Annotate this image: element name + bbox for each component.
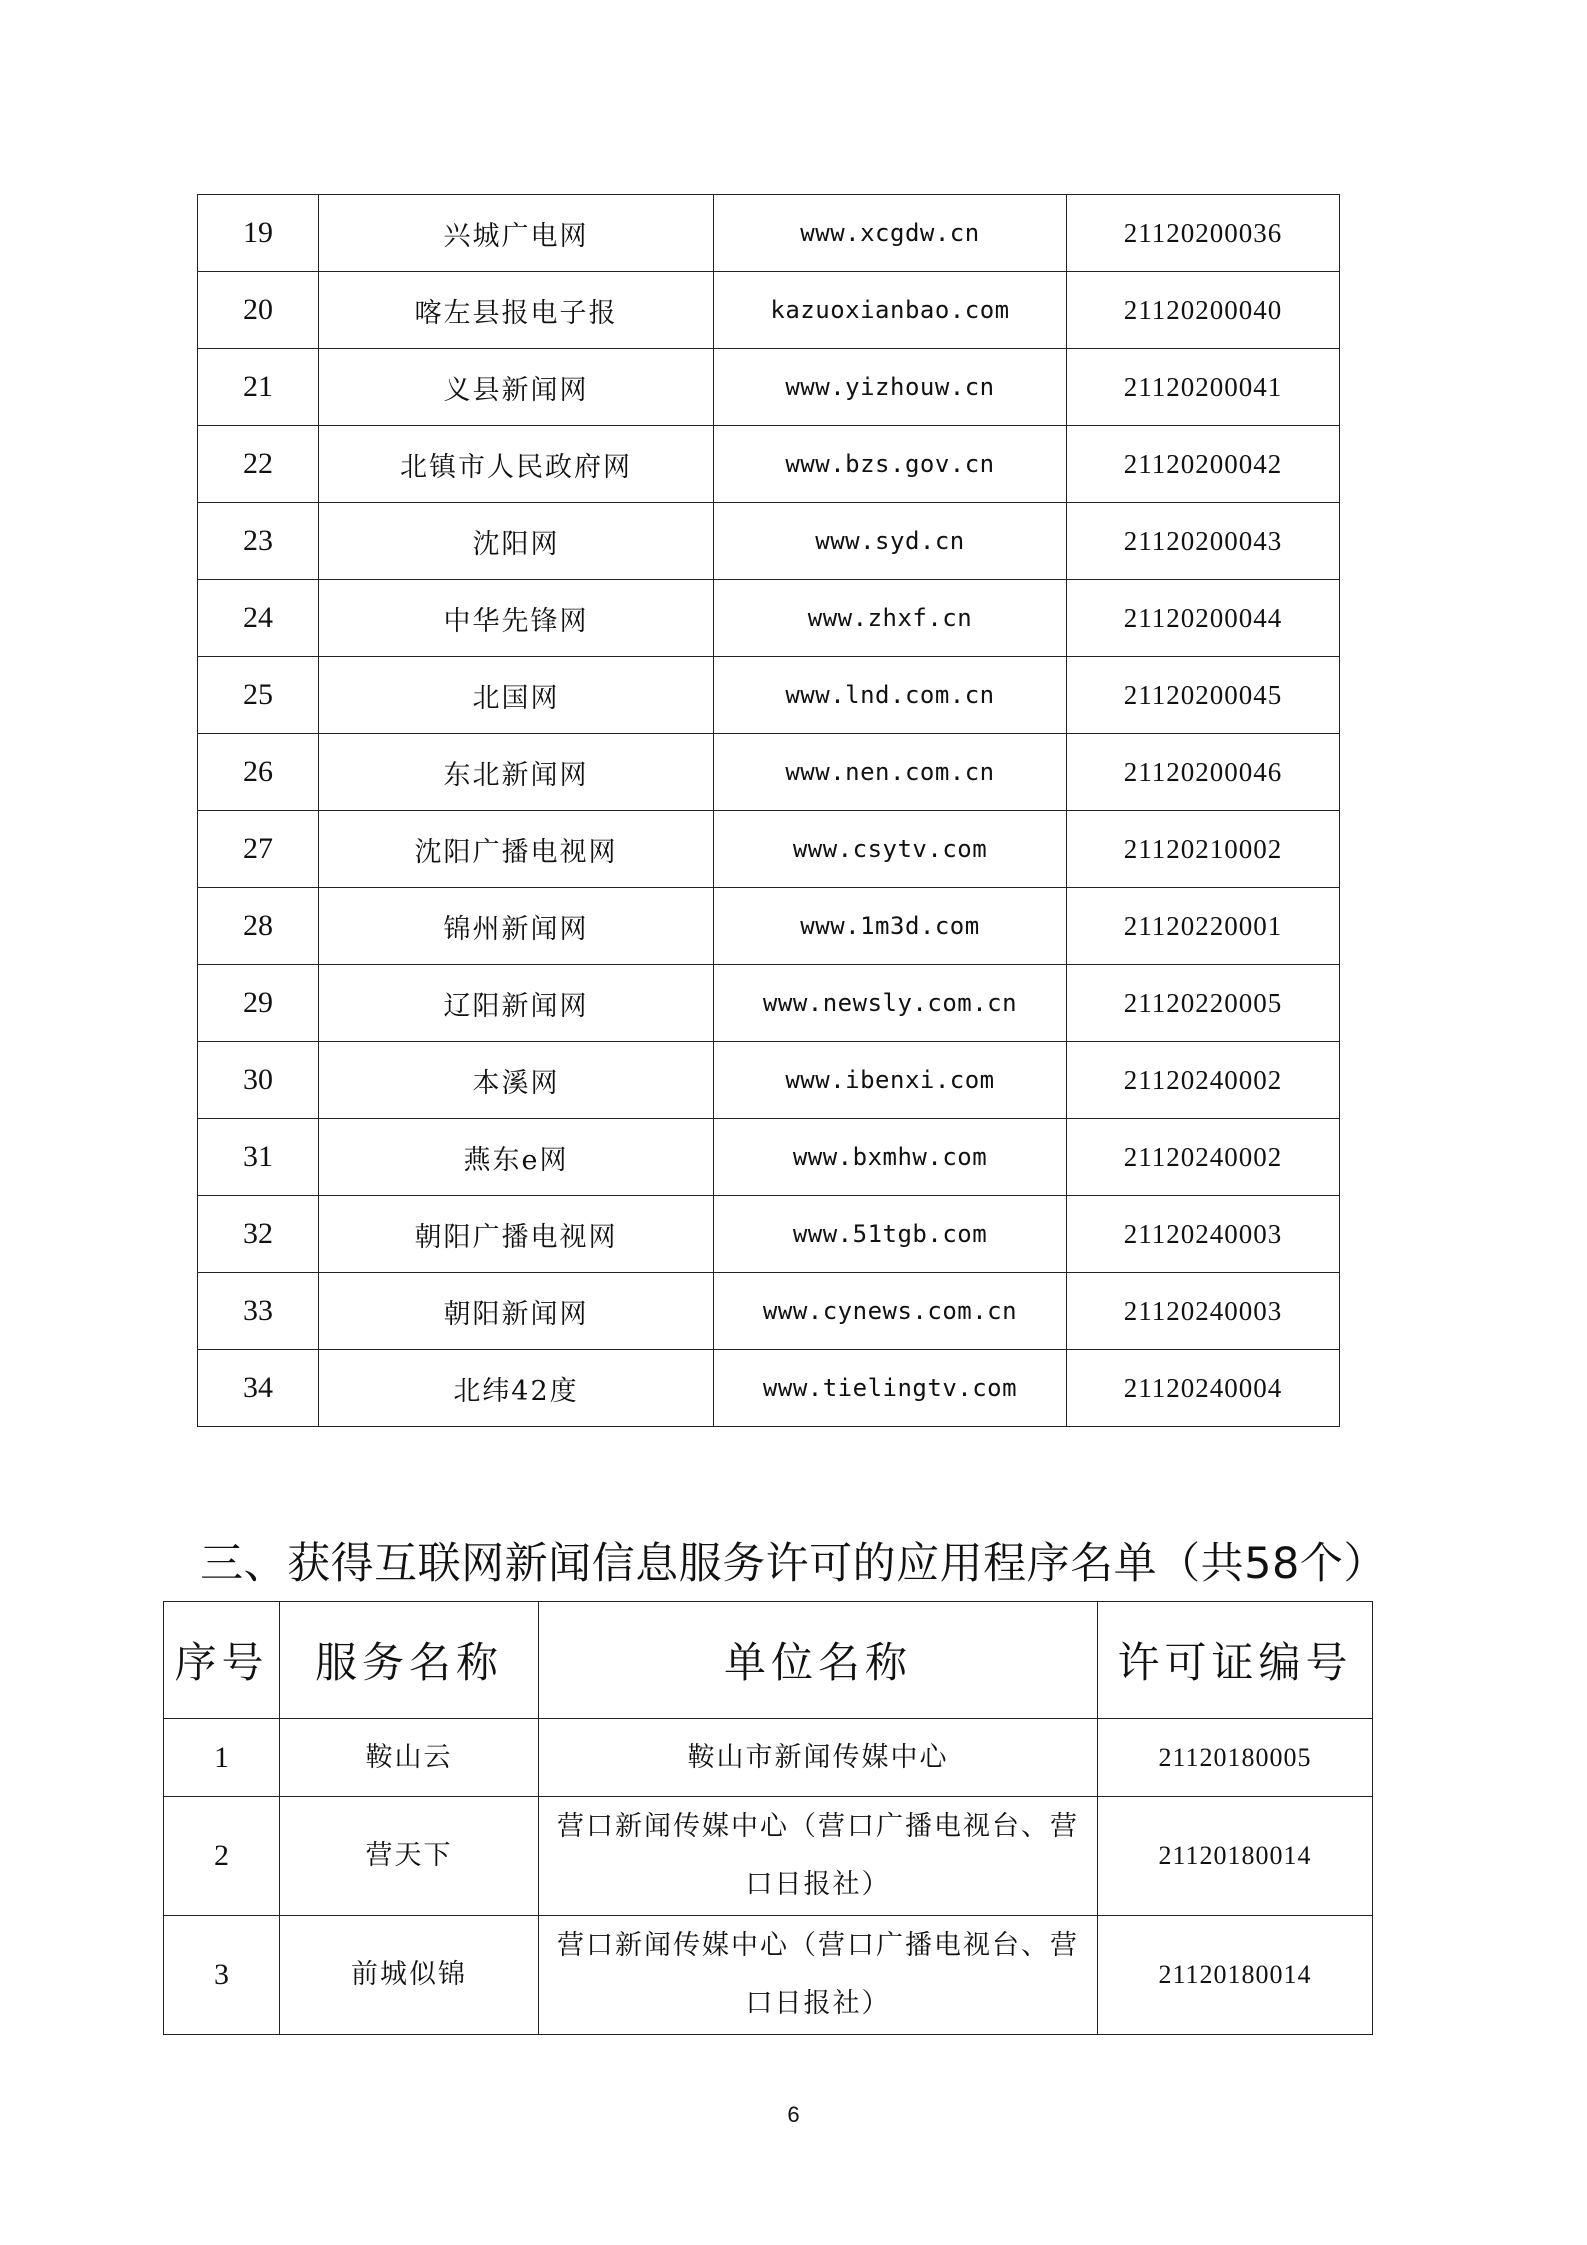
row-site-name: 喀左县报电子报 — [319, 272, 714, 349]
table-row — [164, 1719, 1373, 1797]
table-row — [198, 965, 1340, 1042]
table-row — [198, 811, 1340, 888]
header-unit-name: 单位名称 — [539, 1602, 1098, 1719]
row-site-name: 北镇市人民政府网 — [319, 426, 714, 503]
row-license-number: 21120240003 — [1067, 1273, 1340, 1350]
row-index: 34 — [198, 1350, 319, 1427]
row-unit-name: 营口新闻传媒中心（营口广播电视台、营口日报社） — [539, 1797, 1098, 1916]
row-index: 24 — [198, 580, 319, 657]
websites-table — [197, 194, 1340, 1427]
row-service-name: 鞍山云 — [280, 1719, 539, 1797]
row-index: 20 — [198, 272, 319, 349]
row-index: 1 — [164, 1719, 280, 1797]
row-site-name: 沈阳网 — [319, 503, 714, 580]
row-license-number: 21120220005 — [1067, 965, 1340, 1042]
row-license-number: 21120240002 — [1067, 1042, 1340, 1119]
row-license-number: 21120180005 — [1098, 1719, 1373, 1797]
row-index: 28 — [198, 888, 319, 965]
row-site-url: kazuoxianbao.com — [714, 272, 1067, 349]
row-license-number: 21120210002 — [1067, 811, 1340, 888]
row-site-name: 朝阳新闻网 — [319, 1273, 714, 1350]
header-service-name: 服务名称 — [280, 1602, 539, 1719]
table-row — [198, 1119, 1340, 1196]
row-site-url: www.lnd.com.cn — [714, 657, 1067, 734]
row-license-number: 21120240002 — [1067, 1119, 1340, 1196]
table-row — [198, 1042, 1340, 1119]
header-index: 序号 — [164, 1602, 280, 1719]
row-site-name: 北国网 — [319, 657, 714, 734]
row-service-name: 前城似锦 — [280, 1916, 539, 2035]
row-site-url: www.bzs.gov.cn — [714, 426, 1067, 503]
row-site-url: www.csytv.com — [714, 811, 1067, 888]
row-site-url: www.ibenxi.com — [714, 1042, 1067, 1119]
row-license-number: 21120200045 — [1067, 657, 1340, 734]
row-site-name: 朝阳广播电视网 — [319, 1196, 714, 1273]
row-license-number: 21120180014 — [1098, 1916, 1373, 2035]
table-row — [198, 1196, 1340, 1273]
row-site-name: 辽阳新闻网 — [319, 965, 714, 1042]
row-index: 3 — [164, 1916, 280, 2035]
table-row — [198, 734, 1340, 811]
row-service-name: 营天下 — [280, 1797, 539, 1916]
table-row — [164, 1797, 1373, 1916]
table-row — [164, 1916, 1373, 2035]
row-index: 23 — [198, 503, 319, 580]
row-index: 33 — [198, 1273, 319, 1350]
row-license-number: 21120200041 — [1067, 349, 1340, 426]
row-index: 29 — [198, 965, 319, 1042]
apps-table — [163, 1601, 1373, 2035]
row-license-number: 21120200040 — [1067, 272, 1340, 349]
row-license-number: 21120200036 — [1067, 195, 1340, 272]
row-index: 2 — [164, 1797, 280, 1916]
row-site-name: 中华先锋网 — [319, 580, 714, 657]
row-index: 19 — [198, 195, 319, 272]
row-license-number: 21120200043 — [1067, 503, 1340, 580]
apps-table-header-row — [164, 1602, 1373, 1719]
row-site-name: 兴城广电网 — [319, 195, 714, 272]
section-heading: 三、获得互联网新闻信息服务许可的应用程序名单（共58个） — [200, 1539, 1387, 1589]
table-row — [198, 426, 1340, 503]
page-number: 6 — [787, 2102, 800, 2127]
row-site-name: 锦州新闻网 — [319, 888, 714, 965]
row-index: 26 — [198, 734, 319, 811]
row-site-url: www.bxmhw.com — [714, 1119, 1067, 1196]
table-row — [198, 1350, 1340, 1427]
row-site-name: 义县新闻网 — [319, 349, 714, 426]
table-row — [198, 272, 1340, 349]
row-site-url: www.zhxf.cn — [714, 580, 1067, 657]
row-license-number: 21120240004 — [1067, 1350, 1340, 1427]
row-site-url: www.tielingtv.com — [714, 1350, 1067, 1427]
row-index: 22 — [198, 426, 319, 503]
websites-table-body — [198, 195, 1340, 1427]
row-license-number: 21120200046 — [1067, 734, 1340, 811]
row-license-number: 21120200042 — [1067, 426, 1340, 503]
row-site-name: 沈阳广播电视网 — [319, 811, 714, 888]
row-license-number: 21120200044 — [1067, 580, 1340, 657]
row-site-url: www.cynews.com.cn — [714, 1273, 1067, 1350]
table-row — [198, 580, 1340, 657]
row-index: 31 — [198, 1119, 319, 1196]
table-row — [198, 888, 1340, 965]
row-site-url: www.newsly.com.cn — [714, 965, 1067, 1042]
table-row — [198, 657, 1340, 734]
row-index: 25 — [198, 657, 319, 734]
table-row — [198, 349, 1340, 426]
row-site-url: www.syd.cn — [714, 503, 1067, 580]
table-row — [198, 1273, 1340, 1350]
header-license-number: 许可证编号 — [1098, 1602, 1373, 1719]
row-license-number: 21120220001 — [1067, 888, 1340, 965]
row-site-url: www.yizhouw.cn — [714, 349, 1067, 426]
row-site-name: 北纬42度 — [319, 1350, 714, 1427]
row-license-number: 21120180014 — [1098, 1797, 1373, 1916]
row-site-url: www.nen.com.cn — [714, 734, 1067, 811]
table-row — [198, 195, 1340, 272]
row-index: 32 — [198, 1196, 319, 1273]
row-unit-name: 营口新闻传媒中心（营口广播电视台、营口日报社） — [539, 1916, 1098, 2035]
row-index: 30 — [198, 1042, 319, 1119]
row-site-url: www.51tgb.com — [714, 1196, 1067, 1273]
row-license-number: 21120240003 — [1067, 1196, 1340, 1273]
row-site-url: www.1m3d.com — [714, 888, 1067, 965]
row-site-name: 东北新闻网 — [319, 734, 714, 811]
row-index: 27 — [198, 811, 319, 888]
row-site-url: www.xcgdw.cn — [714, 195, 1067, 272]
row-site-name: 燕东e网 — [319, 1119, 714, 1196]
row-unit-name: 鞍山市新闻传媒中心 — [539, 1719, 1098, 1797]
row-site-name: 本溪网 — [319, 1042, 714, 1119]
row-index: 21 — [198, 349, 319, 426]
table-row — [198, 503, 1340, 580]
